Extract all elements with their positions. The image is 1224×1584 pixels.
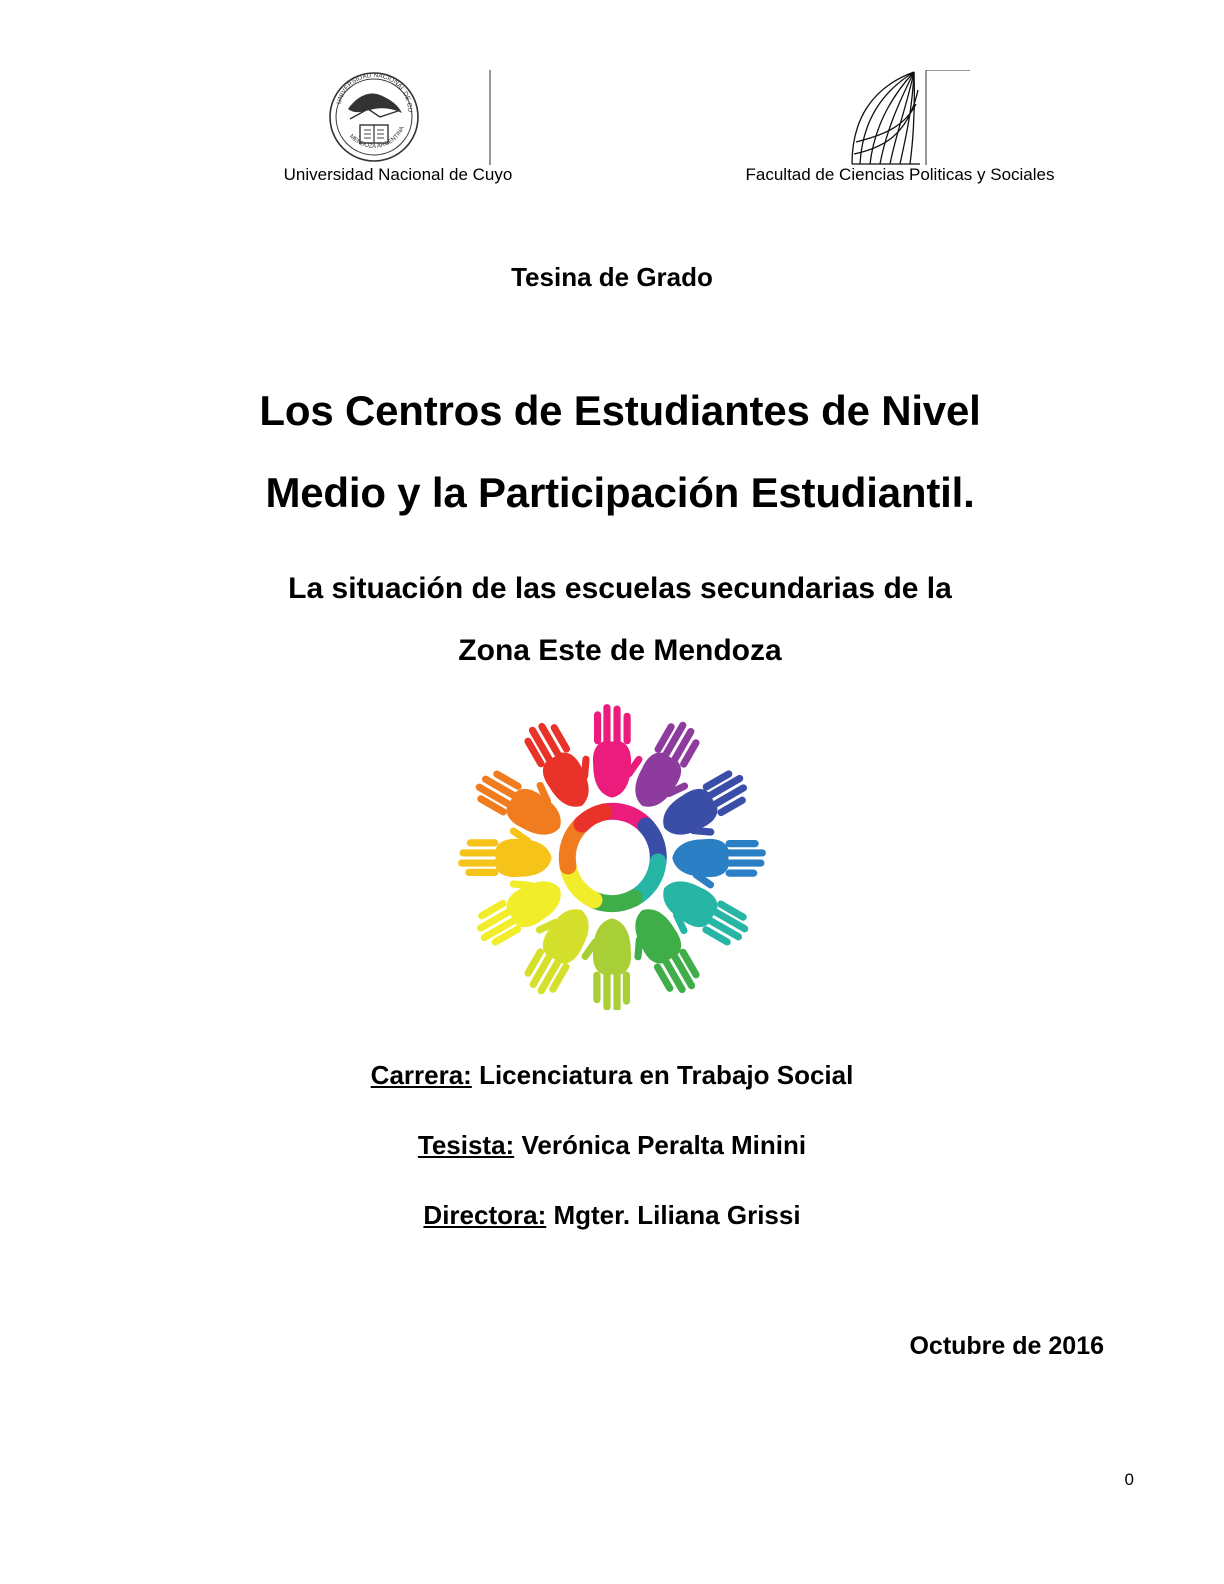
page-title [180,370,1060,534]
page-subtitle [200,558,1040,682]
left-logo-caption: Universidad Nacional de Cuyo [283,165,513,184]
credit-carrera-value: Licenciatura en Trabajo Social [479,1060,854,1090]
credit-tesista [0,1110,1224,1180]
university-seal-icon [262,70,552,165]
credit-tesista-label: Tesista: [417,1130,515,1160]
credit-directora-label: Directora: [423,1200,547,1230]
colored-hands-circle-icon [447,700,777,1010]
document-date: Octubre de 2016 [909,1332,1104,1360]
document-header [0,70,1224,220]
right-logo-block [725,70,1085,185]
credit-carrera [0,1040,1224,1110]
faculty-wing-logo-icon [725,70,1085,165]
credit-directora-value: Mgter. Liliana Grissi [553,1200,801,1230]
title-line-1: Los Centros de Estudiantes de Nivel [259,387,981,434]
page-number: 0 [1124,1470,1134,1489]
svg-text:UNIVERSIDAD NACIONAL DE CUYO: UNIVERSIDAD NACIONAL DE CUYO [335,71,414,119]
right-logo-caption: Facultad de Ciencias Politicas y Sociales [745,165,1055,184]
svg-text:MENDOZA ARGENTINA: MENDOZA ARGENTINA [347,125,406,150]
cover-graphic [0,700,1224,1010]
credit-carrera-label: Carrera: [370,1060,472,1090]
document-type-label: Tesina de Grado [511,262,713,292]
subtitle-line-1: La situación de las escuelas secundarias de la [288,572,952,605]
title-line-2: Medio y la Participación Estudiantil. [265,469,975,516]
subtitle-line-2: Zona Este de Mendoza [458,634,782,667]
credits-block [0,1040,1224,1250]
credit-directora [0,1180,1224,1250]
credit-tesista-value: Verónica Peralta Minini [521,1130,807,1160]
left-logo-block [262,70,552,185]
